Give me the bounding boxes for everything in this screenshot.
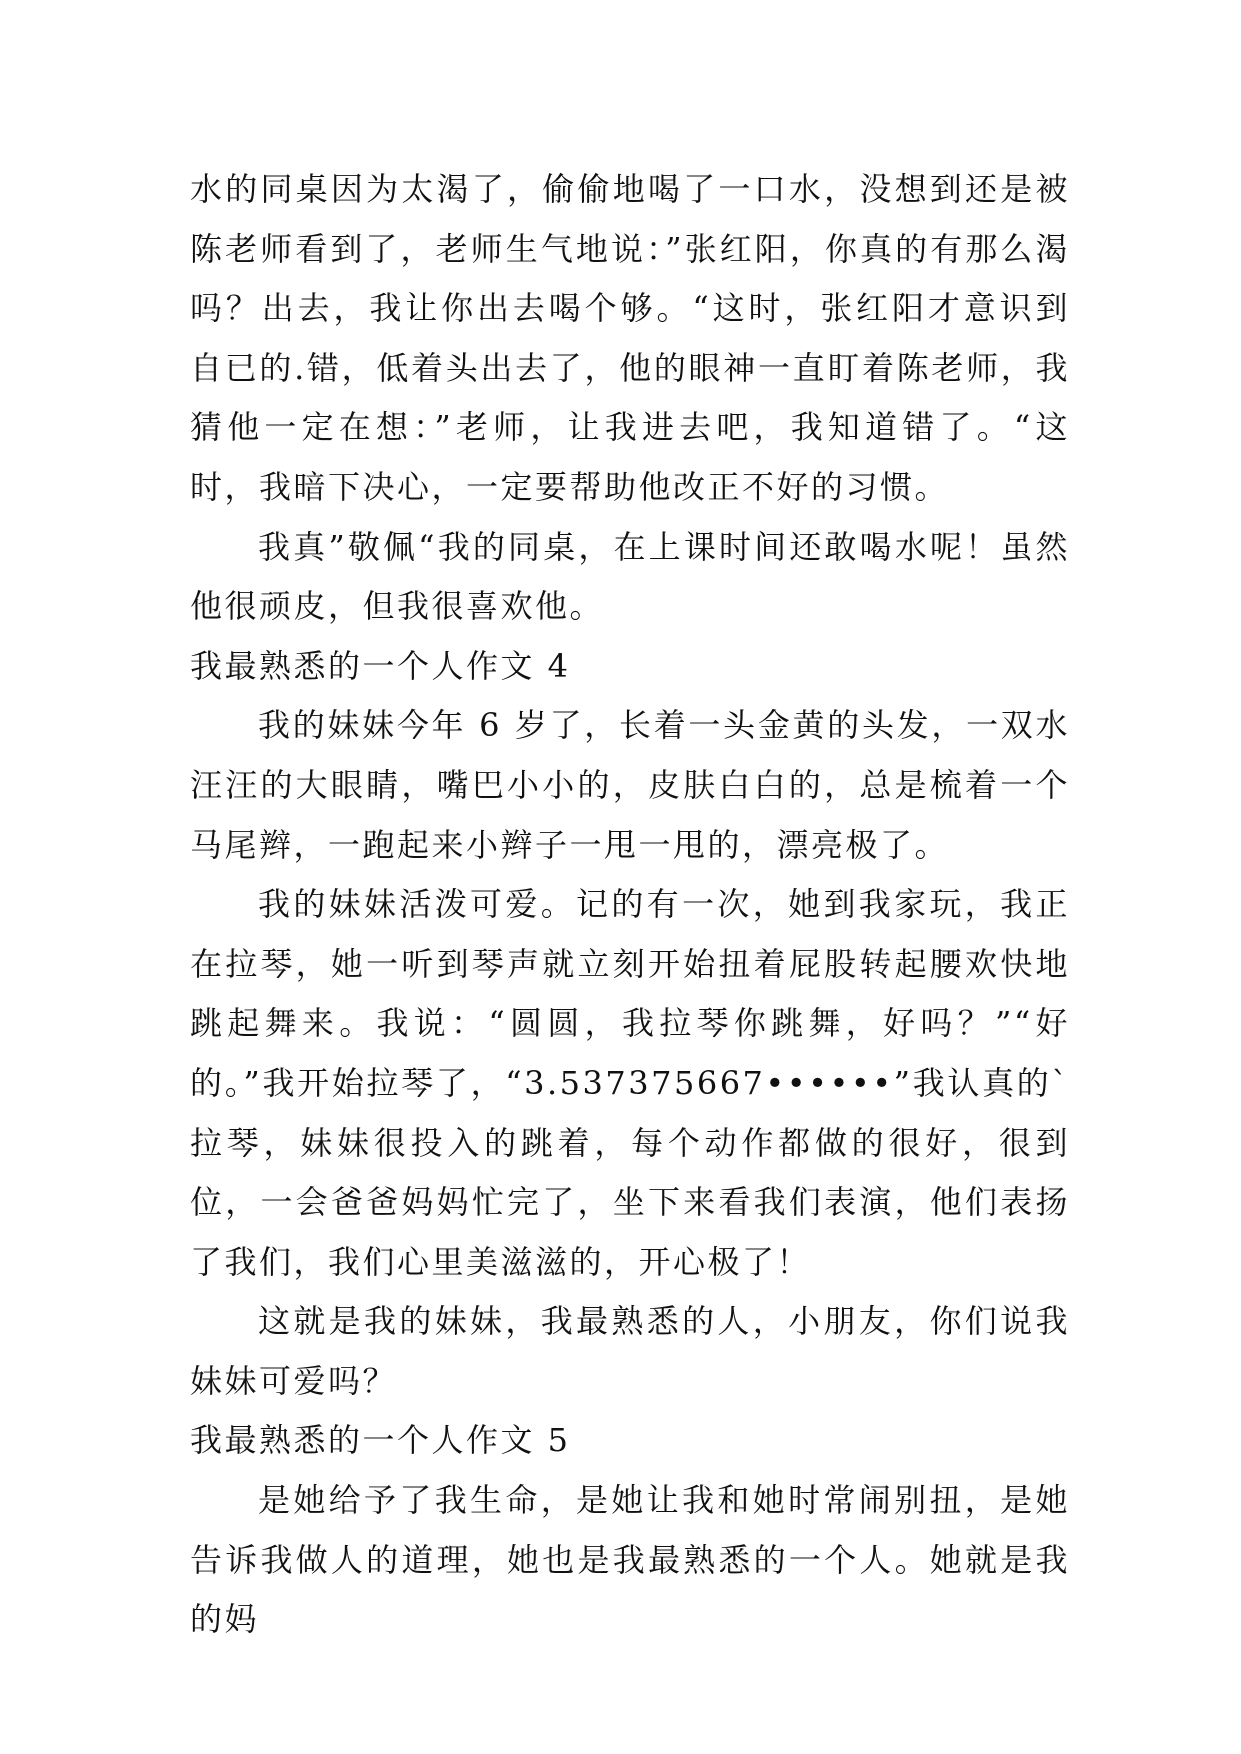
paragraph-sister-conclusion: 这就是我的妹妹，我最熟悉的人，小朋友，你们说我妹妹可爱吗？ [190, 1302, 1070, 1400]
essay-heading-4: 我最熟悉的一个人作文 4 [190, 646, 571, 685]
paragraph-mother-intro: 是她给予了我生命，是她让我和她时常闹别扭，是她告诉我做人的道理，她也是我最熟悉的一个人。她就是我的妈 [190, 1481, 1070, 1639]
paragraph-sister-description: 我的妹妹今年 6 岁了，长着一头金黄的头发，一双水汪汪的大眼睛，嘴巴小小的，皮肤白白的，总是梳着一个马尾辫，一跑起来小辫子一甩一甩的，漂亮极了。 [190, 706, 1070, 864]
document-page [190, 160, 1070, 1650]
paragraph-sister-dance: 我的妹妹活泼可爱。记的有一次，她到我家玩，我正在拉琴，她一听到琴声就立刻开始扭着屁股转起腰欢快地跳起舞来。我说：“圆圆，我拉琴你跳舞，好吗？”“好的。”我开始拉琴了，“3.537375667••••••”我认真的`拉琴，妹妹很投入的跳着，每个动作都做的很好，很到位，一会爸爸妈妈忙完了，坐下来看我们表演，他们表扬了我们，我们心里美滋滋的，开心极了！ [190, 885, 1070, 1281]
essay-heading-5: 我最熟悉的一个人作文 5 [190, 1421, 571, 1460]
paragraph-continuation: 水的同桌因为太渴了，偷偷地喝了一口水，没想到还是被陈老师看到了，老师生气地说：”张红阳，你真的有那么渴吗？出去，我让你出去喝个够。“这时，张红阳才意识到自已的.错，低着头出去了，他的眼神一直盯着陈老师，我猜他一定在想：”老师，让我进去吧，我知道错了。“这时，我暗下决心，一定要帮助他改正不好的习惯。 [190, 170, 1070, 506]
paragraph-admiration: 我真”敬佩“我的同桌，在上课时间还敢喝水呢！虽然他很顽皮，但我很喜欢他。 [190, 527, 1070, 626]
